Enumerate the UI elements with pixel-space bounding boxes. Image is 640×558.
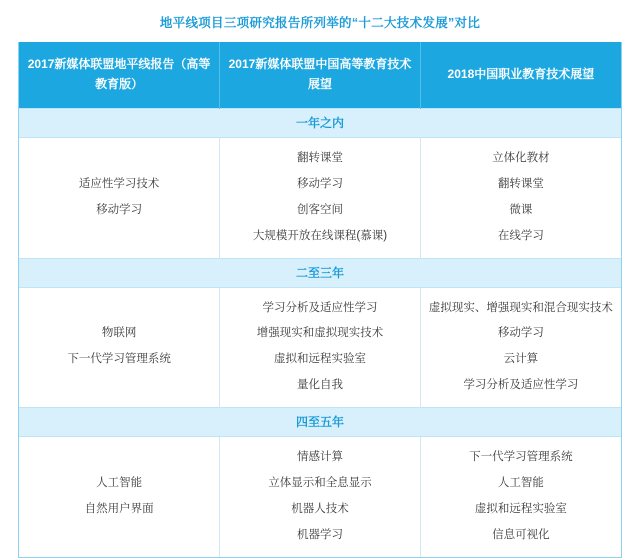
list-item: 翻转课堂	[296, 152, 343, 164]
section-1-column-3	[420, 138, 621, 259]
list-item: 机器学习	[296, 528, 343, 541]
list-item: 量化自我	[296, 379, 343, 392]
table-row	[19, 287, 621, 408]
list-item: 适应性学习技术	[78, 177, 160, 190]
list-item: 立体显示和全息显示	[268, 476, 372, 489]
list-item: 翻转课堂	[497, 177, 544, 190]
section-1-column-2	[220, 138, 421, 259]
list-item: 立体化教材	[492, 152, 550, 164]
list-item: 自然用户界面	[84, 502, 154, 515]
header-row	[19, 42, 621, 109]
section-3-column-2	[220, 437, 421, 557]
column-header-2: 2017新媒体联盟中国高等教育技术展望	[220, 42, 421, 109]
section-3-column-3	[420, 437, 621, 557]
list-item: 信息可视化	[492, 528, 550, 541]
section-header-row	[19, 109, 621, 138]
list-item: 物联网	[101, 327, 137, 340]
section-label-1: 一年之内	[19, 109, 621, 138]
list-item: 虚拟和远程实验室	[273, 353, 366, 366]
section-header-row	[19, 258, 621, 287]
list-item: 机器人技术	[291, 502, 349, 515]
table-row	[19, 437, 621, 557]
comparison-table-container	[18, 42, 622, 558]
list-item: 虚拟现实、增强现实和混合现实技术	[428, 301, 613, 314]
list-item: 移动学习	[296, 177, 343, 190]
list-item: 虚拟和远程实验室	[474, 502, 567, 515]
table-row	[19, 138, 621, 259]
section-header-row	[19, 408, 621, 437]
table-head	[19, 42, 621, 109]
list-item: 云计算	[503, 353, 539, 366]
section-2-column-3	[420, 287, 621, 408]
list-item: 情感计算	[296, 451, 343, 463]
section-3-column-1	[19, 437, 220, 557]
list-item: 人工智能	[96, 476, 143, 489]
list-item: 学习分析及适应性学习	[262, 301, 378, 314]
column-header-1: 2017新媒体联盟地平线报告（高等教育版）	[19, 42, 220, 109]
list-item: 学习分析及适应性学习	[463, 379, 579, 392]
list-item: 下一代学习管理系统	[469, 451, 573, 463]
section-1-column-1	[19, 138, 220, 259]
page-title: 地平线项目三项研究报告所列举的“十二大技术发展”对比	[159, 16, 481, 30]
section-2-column-1	[19, 287, 220, 408]
list-item: 微课	[509, 203, 533, 216]
column-header-3: 2018中国职业教育技术展望	[420, 42, 621, 109]
list-item: 在线学习	[497, 229, 544, 242]
section-2-column-2	[220, 287, 421, 408]
list-item: 下一代学习管理系统	[67, 353, 171, 366]
section-label-2: 二至三年	[19, 258, 621, 287]
list-item: 创客空间	[296, 203, 343, 216]
section-label-3: 四至五年	[19, 408, 621, 437]
list-item: 人工智能	[497, 476, 544, 489]
list-item: 增强现实和虚拟现实技术	[256, 327, 384, 340]
comparison-table	[19, 42, 621, 557]
list-item: 移动学习	[497, 327, 544, 340]
list-item: 移动学习	[96, 203, 143, 216]
list-item: 大规模开放在线课程(慕课)	[252, 229, 388, 242]
table-body	[19, 109, 621, 557]
